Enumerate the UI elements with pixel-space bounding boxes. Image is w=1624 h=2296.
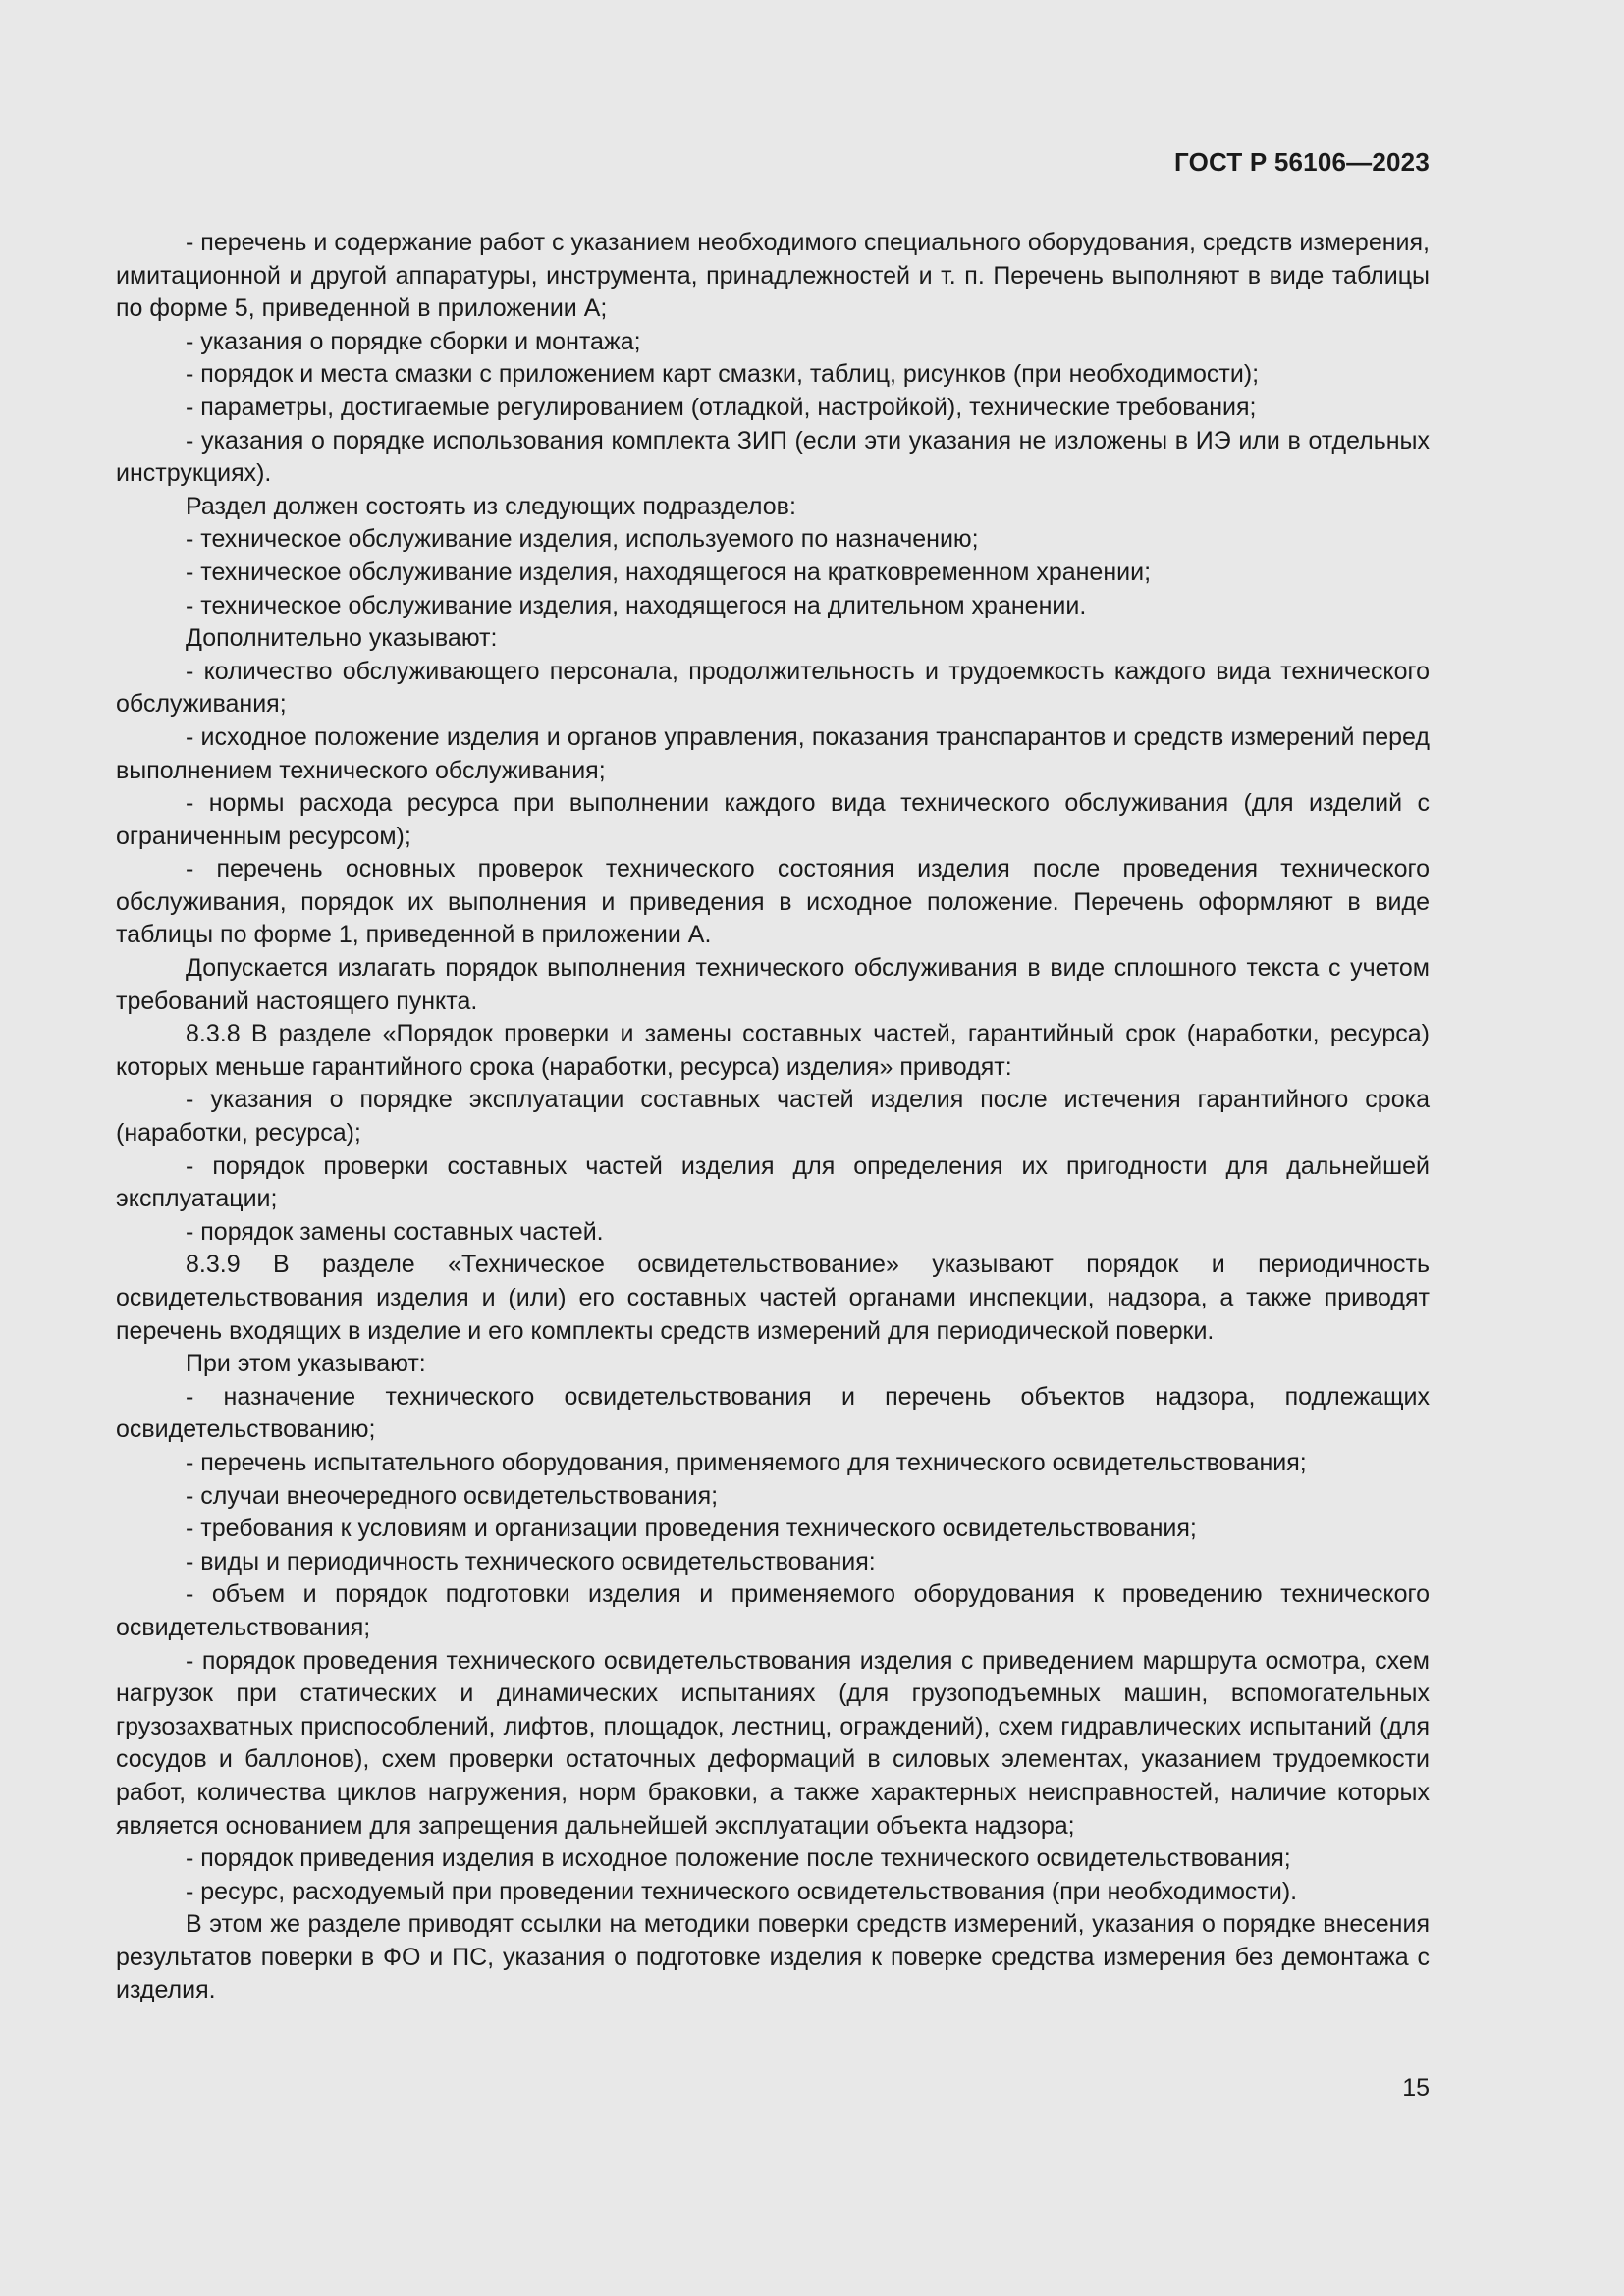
paragraph: - случаи внеочередного освидетельствования; bbox=[186, 1481, 719, 1510]
paragraph: - количество обслуживающего персонала, продолжительность и трудоемкость каждого вида технического обслуживания; bbox=[116, 657, 1430, 719]
paragraph: - назначение технического освидетельствования и перечень объектов надзора, подлежащих освидетельствованию; bbox=[116, 1382, 1430, 1444]
paragraph: - указания о порядке сборки и монтажа; bbox=[186, 327, 641, 355]
document-body bbox=[116, 227, 1430, 2007]
paragraph: - нормы расхода ресурса при выполнении каждого вида технического обслуживания (для изделий с ограниченным ресурсом); bbox=[116, 789, 1430, 850]
paragraph: 8.3.8 В разделе «Порядок проверки и замены составных частей, гарантийный срок (наработки, ресурса) которых меньше гарантийного срока (наработки, ресурса) изделия» приводят: bbox=[116, 1020, 1430, 1081]
paragraph: Дополнительно указывают: bbox=[186, 624, 498, 653]
paragraph: 8.3.9 В разделе «Техническое освидетельствование» указывают порядок и периодичность освидетельствования изделия и (или) его составных частей органами инспекции, надзора, а также приводят перечень входящих в изделие и его комплекты средств измерений для периодической поверки. bbox=[116, 1251, 1430, 1345]
paragraph: - исходное положение изделия и органов управления, показания транспарантов и средств измерений перед выполнением технического обслуживания; bbox=[116, 722, 1430, 784]
paragraph: - перечень и содержание работ с указанием необходимого специального оборудования, средств измерения, имитационной и другой аппаратуры, инструмента, принадлежностей и т. п. Перечень выполняют в виде таблицы по форме 5, приведенной в приложении А; bbox=[116, 229, 1430, 323]
paragraph: - порядок приведения изделия в исходное положение после технического освидетельствования; bbox=[186, 1844, 1291, 1873]
paragraph: - ресурс, расходуемый при проведении технического освидетельствования (при необходимости). bbox=[186, 1877, 1298, 1905]
paragraph: - объем и порядок подготовки изделия и применяемого оборудования к проведению технического освидетельствования; bbox=[116, 1580, 1430, 1641]
paragraph: - техническое обслуживание изделия, находящегося на кратковременном хранении; bbox=[186, 558, 1152, 586]
paragraph: - перечень основных проверок технического состояния изделия после проведения технического обслуживания, порядок их выполнения и приведения в исходное положение. Перечень оформляют в виде таблицы по форме 1, приведенной в приложении А. bbox=[116, 855, 1430, 949]
paragraph: - требования к условиям и организации проведения технического освидетельствования; bbox=[186, 1515, 1197, 1543]
paragraph: Допускается излагать порядок выполнения технического обслуживания в виде сплошного текста с учетом требований настоящего пункта. bbox=[116, 954, 1430, 1015]
paragraph: - указания о порядке эксплуатации составных частей изделия после истечения гарантийного срока (наработки, ресурса); bbox=[116, 1086, 1430, 1148]
paragraph: - порядок и места смазки с приложением карт смазки, таблиц, рисунков (при необходимости); bbox=[186, 360, 1260, 389]
paragraph: - техническое обслуживание изделия, находящегося на длительном хранении. bbox=[186, 591, 1087, 619]
paragraph: При этом указывают: bbox=[186, 1350, 426, 1378]
paragraph: - виды и периодичность технического освидетельствования: bbox=[186, 1547, 876, 1575]
paragraph: - порядок проверки составных частей изделия для определения их пригодности для дальнейшей эксплуатации; bbox=[116, 1151, 1430, 1213]
paragraph: - параметры, достигаемые регулированием (отладкой, настройкой), технические требования; bbox=[186, 393, 1257, 421]
document-header: ГОСТ Р 56106—2023 bbox=[1174, 147, 1430, 177]
paragraph: - указания о порядке использования комплекта ЗИП (если эти указания не изложены в ИЭ или в отдельных инструкциях). bbox=[116, 426, 1430, 488]
paragraph: - порядок замены составных частей. bbox=[186, 1217, 604, 1246]
page-number: 15 bbox=[1402, 2074, 1430, 2102]
paragraph: - порядок проведения технического освидетельствования изделия с приведением маршрута осмотра, схем нагрузок при статических и динамических испытаниях (для грузоподъемных машин, вспомогательных грузозахватных приспособлений, лифтов, площадок, лестниц, ограждений), схем гидравлических испытаний (для сосудов и баллонов), схем проверки остаточных деформаций в силовых элементах, указанием трудоемкости работ, количества циклов нагружения, норм браковки, а также характерных неисправностей, наличие которых является основанием для запрещения дальнейшей эксплуатации объекта надзора; bbox=[116, 1646, 1430, 1840]
paragraph: - техническое обслуживание изделия, используемого по назначению; bbox=[186, 525, 979, 554]
paragraph: В этом же разделе приводят ссылки на методики поверки средств измерений, указания о порядке внесения результатов поверки в ФО и ПС, указания о подготовке изделия к поверке средства измерения без демонтажа с изделия. bbox=[116, 1910, 1430, 2004]
paragraph: Раздел должен состоять из следующих подразделов: bbox=[186, 492, 796, 520]
paragraph: - перечень испытательного оборудования, применяемого для технического освидетельствования; bbox=[186, 1448, 1307, 1476]
